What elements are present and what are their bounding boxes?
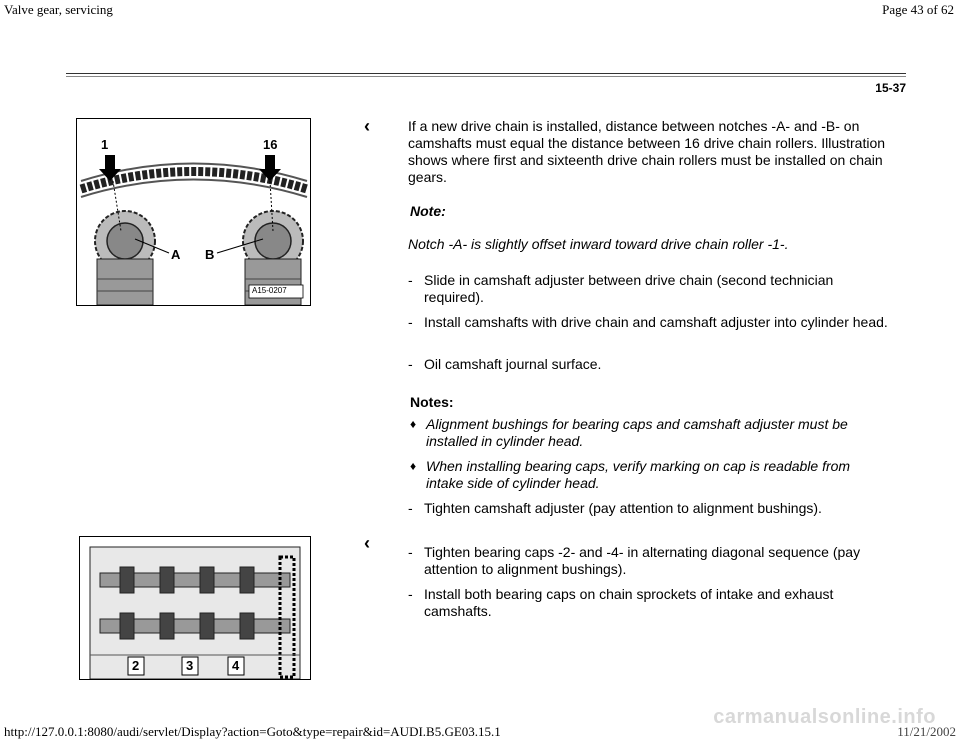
final-step-text: Tighten camshaft adjuster (pay attention to alignment bushings). — [424, 500, 822, 516]
label-1: 1 — [101, 137, 109, 152]
cylinder-head-figure — [79, 536, 311, 680]
label-16: 16 — [263, 137, 278, 152]
note-text: Notch -A- is slightly offset inward toward drive chain roller -1-. — [408, 236, 789, 252]
bullet-2-text: When installing bearing caps, verify marking on cap is readable from intake side of cylinder head. — [426, 458, 851, 491]
label-a: A — [171, 247, 181, 262]
step-4-text: Tighten bearing caps -2- and -4- in alternating diagonal sequence (pay attention to alignment bushings). — [424, 544, 861, 577]
step-5-dash: - — [408, 586, 413, 602]
footer-url[interactable]: http://127.0.0.1:8080/audi/servlet/Display?action=Goto&type=repair&id=AUDI.B5.GE03.15.1 — [4, 724, 501, 739]
figure-pointer-icon: ‹ — [364, 116, 370, 136]
label-b: B — [205, 247, 215, 262]
step-2 — [408, 314, 888, 331]
step-5-text: Install both bearing caps on chain sprockets of intake and exhaust camshafts. — [424, 586, 834, 619]
note-heading: Note: — [410, 203, 446, 219]
footer-date: 11/21/2002 — [897, 724, 956, 739]
notes-heading: Notes: — [410, 394, 454, 410]
step-4 — [408, 544, 888, 578]
cylinder-head-illustration — [80, 537, 310, 679]
label-3: 3 — [186, 658, 194, 673]
chain-camshaft-figure — [76, 118, 311, 306]
diamond-icon: ♦ — [410, 459, 417, 473]
figure-pointer-icon-2: ‹ — [364, 533, 370, 553]
label-4: 4 — [232, 658, 240, 673]
step-3 — [408, 356, 888, 373]
bullet-1 — [410, 416, 880, 450]
step-1-text: Slide in camshaft adjuster between drive chain (second technician required). — [424, 272, 834, 305]
diamond-icon: ♦ — [410, 417, 417, 431]
final-step-dash: - — [408, 500, 413, 516]
figure-code: A15-0207 — [252, 286, 287, 295]
step-5 — [408, 586, 888, 620]
bullet-1-text: Alignment bushings for bearing caps and camshaft adjuster must be installed in cylinder head. — [426, 416, 848, 449]
watermark: carmanualsonline.info — [713, 706, 936, 728]
step-3-dash: - — [408, 356, 413, 372]
final-step — [408, 500, 888, 517]
step-3-text: Oil camshaft journal surface. — [424, 356, 602, 372]
intro-text: If a new drive chain is installed, distance between notches -A- and -B- on camshafts must equal the distance between 16 drive chain rollers. Illustration shows where first and sixteenth drive chain rollers must be installed on chain gears. — [408, 118, 886, 185]
page-indicator: Page 43 of 62 — [882, 2, 954, 17]
header-rule — [66, 73, 906, 74]
document-title: Valve gear, servicing — [4, 2, 113, 17]
page-number: 15-37 — [875, 81, 906, 95]
header-rule-thin — [66, 76, 906, 77]
step-1 — [408, 272, 888, 306]
bullet-2 — [410, 458, 880, 492]
step-2-text: Install camshafts with drive chain and camshaft adjuster into cylinder head. — [424, 314, 888, 330]
label-2: 2 — [132, 658, 140, 673]
step-2-dash: - — [408, 314, 413, 330]
step-4-dash: - — [408, 544, 413, 560]
step-1-dash: - — [408, 272, 413, 288]
